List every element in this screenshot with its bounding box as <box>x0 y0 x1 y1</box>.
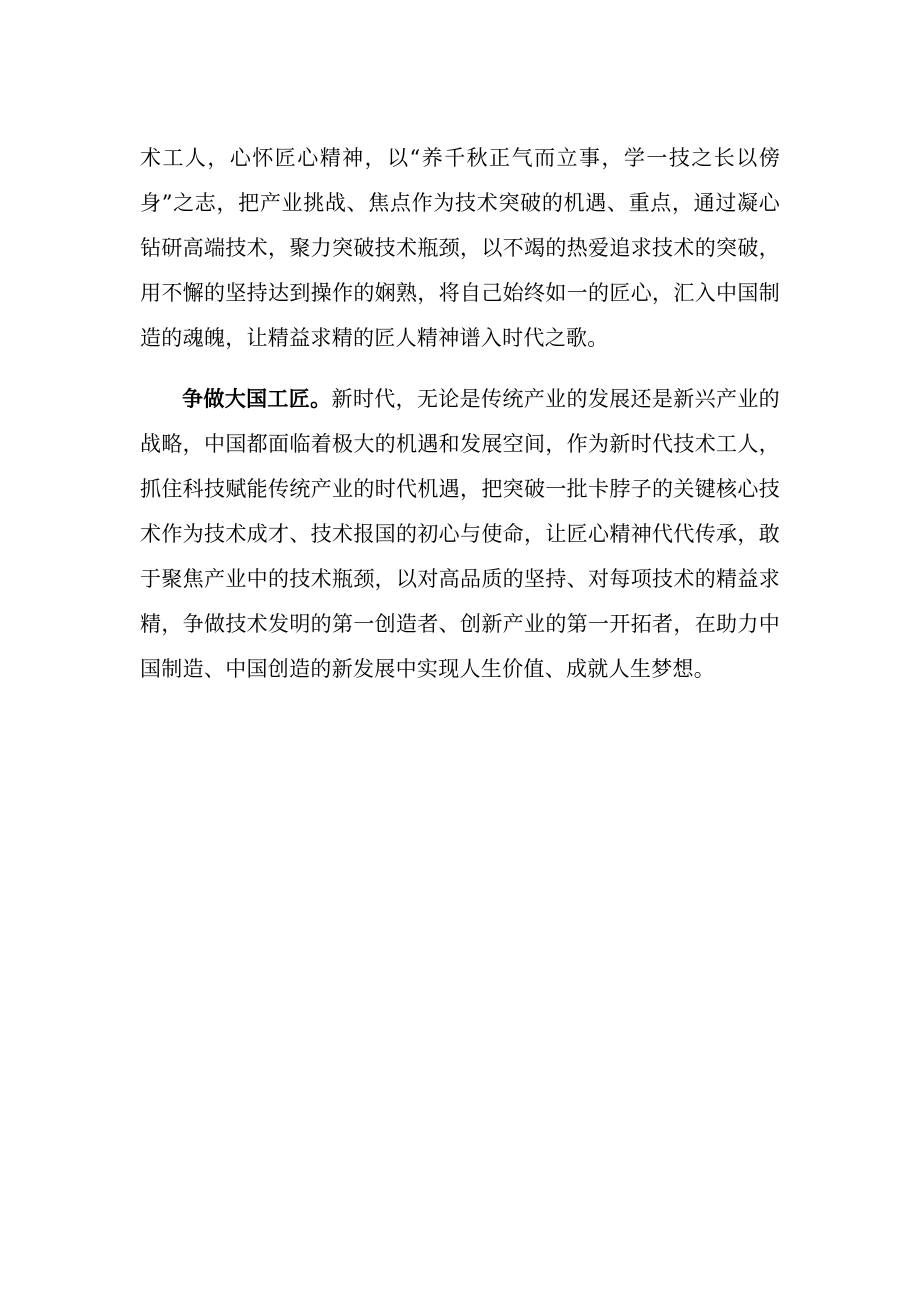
paragraph-continued <box>140 136 780 361</box>
body-text <box>140 136 780 692</box>
paragraph-heading: 争做大国工匠。 <box>182 386 332 411</box>
paragraph-text: 新时代，无论是传统产业的发展还是新兴产业的战略，中国都面临着极大的机遇和发展空间，作为新时代技术工人，抓住科技赋能传统产业的时代机遇，把突破一批卡脖子的关键核心技术作为技术成才、技术报国的初心与使命，让匠心精神代代传承，敢于聚焦产业中的技术瓶颈，以对高品质的坚持、对每项技术的精益求精，争做技术发明的第一创造者、创新产业的第一开拓者，在助力中国制造、中国创造的新发展中实现人生价值、成就人生梦想。 <box>140 387 780 681</box>
paragraph-craftsman <box>140 376 780 692</box>
paragraph-text: 术工人，心怀匠心精神，以“养千秋正气而立事，学一技之长以傍身”之志，把产业挑战、焦点作为技术突破的机遇、重点，通过凝心钻研高端技术，聚力突破技术瓶颈，以不竭的热爱追求技术的突破，用不懈的坚持达到操作的娴熟，将自己始终如一的匠心，汇入中国制造的魂魄，让精益求精的匠人精神谱入时代之歌。 <box>140 146 780 350</box>
